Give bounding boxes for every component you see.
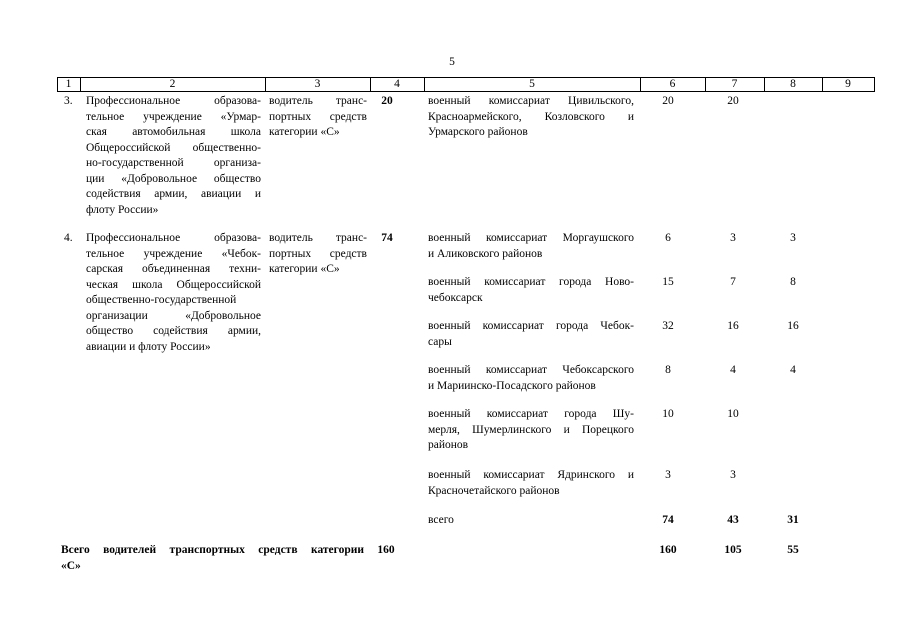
column-header-1: 1 [65, 78, 72, 90]
value-c6: 20 [662, 95, 674, 107]
organization-name-line: общество содействия армии, [86, 325, 261, 337]
row-total: 20 [381, 95, 393, 107]
value-c7: 3 [730, 232, 736, 244]
commissariat-line: военный комиссариат города Чебок- [428, 320, 634, 332]
value-c8: 4 [790, 364, 796, 376]
commissariat-line: мерля, Шумерлинского и Порецкого [428, 423, 634, 436]
page-number: 5 [449, 56, 455, 68]
value-c6: 8 [665, 364, 671, 376]
value-c8: 8 [790, 276, 796, 288]
grand-total-c7: 105 [724, 544, 742, 556]
organization-name-line: сарская объединенная техни- [86, 263, 261, 275]
column-divider [370, 77, 371, 92]
table-left-border [57, 77, 58, 92]
organization-name-line: содействия армии, авиации и [86, 188, 261, 200]
column-divider [424, 77, 425, 92]
column-header-4: 4 [394, 78, 400, 90]
grand-total-c6: 160 [659, 544, 677, 556]
value-c6: 6 [665, 232, 671, 244]
subtotal-label: всего [428, 514, 454, 526]
organization-name-line: авиации и флоту России» [86, 340, 211, 353]
value-c7: 20 [727, 95, 739, 107]
column-divider [822, 77, 823, 92]
commissariat-line: и Мариинско-Посадского районов [428, 379, 596, 392]
value-c6: 10 [662, 408, 674, 420]
organization-name-line: Профессиональное образова- [86, 95, 261, 107]
commissariat-line: сары [428, 335, 452, 348]
column-header-9: 9 [845, 78, 851, 90]
row-total: 74 [381, 232, 393, 244]
value-c7: 4 [730, 364, 736, 376]
value-c7: 7 [730, 276, 736, 288]
organization-name-line: Профессиональное образова- [86, 232, 261, 244]
row-number: 4. [64, 232, 73, 244]
column-header-5: 5 [529, 78, 535, 90]
commissariat-line: военный комиссариат Цивильского, [428, 95, 634, 107]
subtotal-c8: 31 [787, 514, 799, 526]
organization-name-line: ская автомобильная школа [86, 126, 261, 138]
organization-name-line: ческая школа Общероссийской [86, 278, 261, 291]
commissariat-line: военный комиссариат Моргаушского [428, 232, 634, 244]
organization-name-line: флоту России» [86, 203, 159, 216]
commissariat-line: военный комиссариат Ядринского и [428, 469, 634, 481]
commissariat-line: военный комиссариат Чебоксарского [428, 364, 634, 376]
commissariat-line: чебоксарск [428, 291, 483, 304]
vehicle-category-line: водитель транс- [269, 95, 367, 107]
organization-name-line: тельное учреждение «Урмар- [86, 110, 261, 123]
commissariat-line: военный комиссариат города Ново- [428, 276, 634, 288]
organization-name-line: Общероссийской общественно- [86, 141, 261, 154]
grand-total-c8: 55 [787, 544, 799, 556]
value-c6: 15 [662, 276, 674, 288]
commissariat-line: районов [428, 439, 469, 451]
commissariat-line: и Аликовского районов [428, 247, 543, 260]
commissariat-line: Урмарского районов [428, 126, 528, 138]
value-c6: 3 [665, 469, 671, 481]
column-divider [764, 77, 765, 92]
vehicle-category-line: категории «С» [269, 263, 340, 275]
vehicle-category-line: портных средств [269, 110, 367, 123]
organization-name-line: ции «Добровольное общество [86, 172, 261, 185]
value-c7: 10 [727, 408, 739, 420]
grand-total-value: 160 [377, 544, 395, 556]
subtotal-c7: 43 [727, 514, 739, 526]
value-c8: 3 [790, 232, 796, 244]
column-header-2: 2 [169, 78, 176, 90]
value-c7: 3 [730, 469, 736, 481]
organization-name-line: тельное учреждение «Чебок- [86, 247, 261, 260]
grand-total-label: «С» [61, 559, 81, 572]
grand-total-label: Всего водителей транспортных средств категории [61, 544, 364, 556]
commissariat-line: военный комиссариат города Шу- [428, 408, 634, 420]
value-c8: 16 [787, 320, 799, 332]
column-divider [640, 77, 641, 92]
column-header-7: 7 [731, 78, 738, 90]
value-c6: 32 [662, 320, 674, 332]
organization-name-line: но-государственной организа- [86, 157, 261, 169]
commissariat-line: Красночетайского районов [428, 484, 560, 497]
vehicle-category-line: водитель транс- [269, 232, 367, 244]
organization-name-line: организации «Добровольное [86, 309, 261, 322]
commissariat-line: Красноармейского, Козловского и [428, 110, 634, 123]
column-divider [705, 77, 706, 92]
table-right-border [874, 77, 875, 92]
organization-name-line: общественно-государственной [86, 294, 237, 306]
row-number: 3. [64, 95, 73, 107]
vehicle-category-line: портных средств [269, 247, 367, 260]
subtotal-c6: 74 [662, 514, 674, 526]
column-header-8: 8 [790, 78, 796, 90]
column-header-3: 3 [314, 78, 321, 90]
column-divider [265, 77, 266, 92]
vehicle-category-line: категории «С» [269, 126, 340, 138]
column-divider [80, 77, 81, 92]
value-c7: 16 [727, 320, 739, 332]
column-header-6: 6 [669, 78, 676, 90]
